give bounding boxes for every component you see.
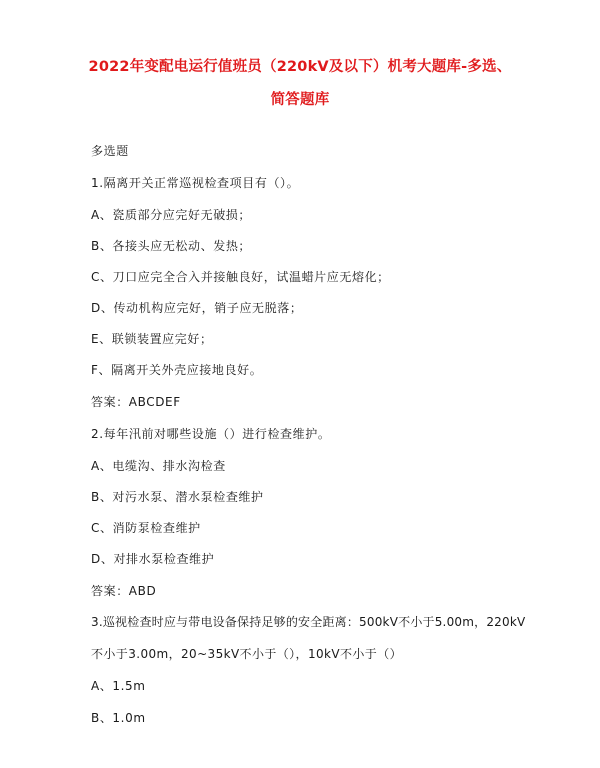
document-title-line-1: 2022年变配电运行值班员（220kV及以下）机考大题库-多选、: [88, 59, 512, 75]
question-option: C、消防泵检查维护: [91, 521, 201, 535]
section-heading: 多选题: [91, 144, 129, 158]
question-stem: 3.巡视检查时应与带电设备保持足够的安全距离：500kV不小于5.00m，220kV: [91, 615, 526, 629]
question-stem: 1.隔离开关正常巡视检查项目有（）。: [91, 176, 300, 190]
question-option: A、1.5m: [91, 679, 146, 693]
question-option: A、电缆沟、排水沟检查: [91, 459, 226, 473]
document-title-line-2: 简答题库: [270, 92, 330, 108]
question-answer: 答案：ABCDEF: [91, 395, 181, 409]
question-option: B、1.0m: [91, 711, 146, 725]
question-option: F、隔离开关外壳应接地良好。: [91, 363, 263, 377]
question-stem: 2.每年汛前对哪些设施（）进行检查维护。: [91, 427, 331, 441]
question-option: B、对污水泵、潜水泵检查维护: [91, 490, 264, 504]
question-option: E、联锁装置应完好；: [91, 332, 213, 346]
question-option: D、对排水泵检查维护: [91, 552, 215, 566]
question-option: B、各接头应无松动、发热；: [91, 239, 252, 253]
question-option: C、刀口应完全合入并接触良好，试温蜡片应无熔化；: [91, 270, 390, 284]
question-option: D、传动机构应完好，销子应无脱落；: [91, 301, 303, 315]
question-stem-continued: 不小于3.00m，20~35kV不小于（），10kV不小于（）: [91, 647, 402, 661]
question-option: A、瓷质部分应完好无破损；: [91, 208, 252, 222]
question-answer: 答案：ABD: [91, 584, 157, 598]
